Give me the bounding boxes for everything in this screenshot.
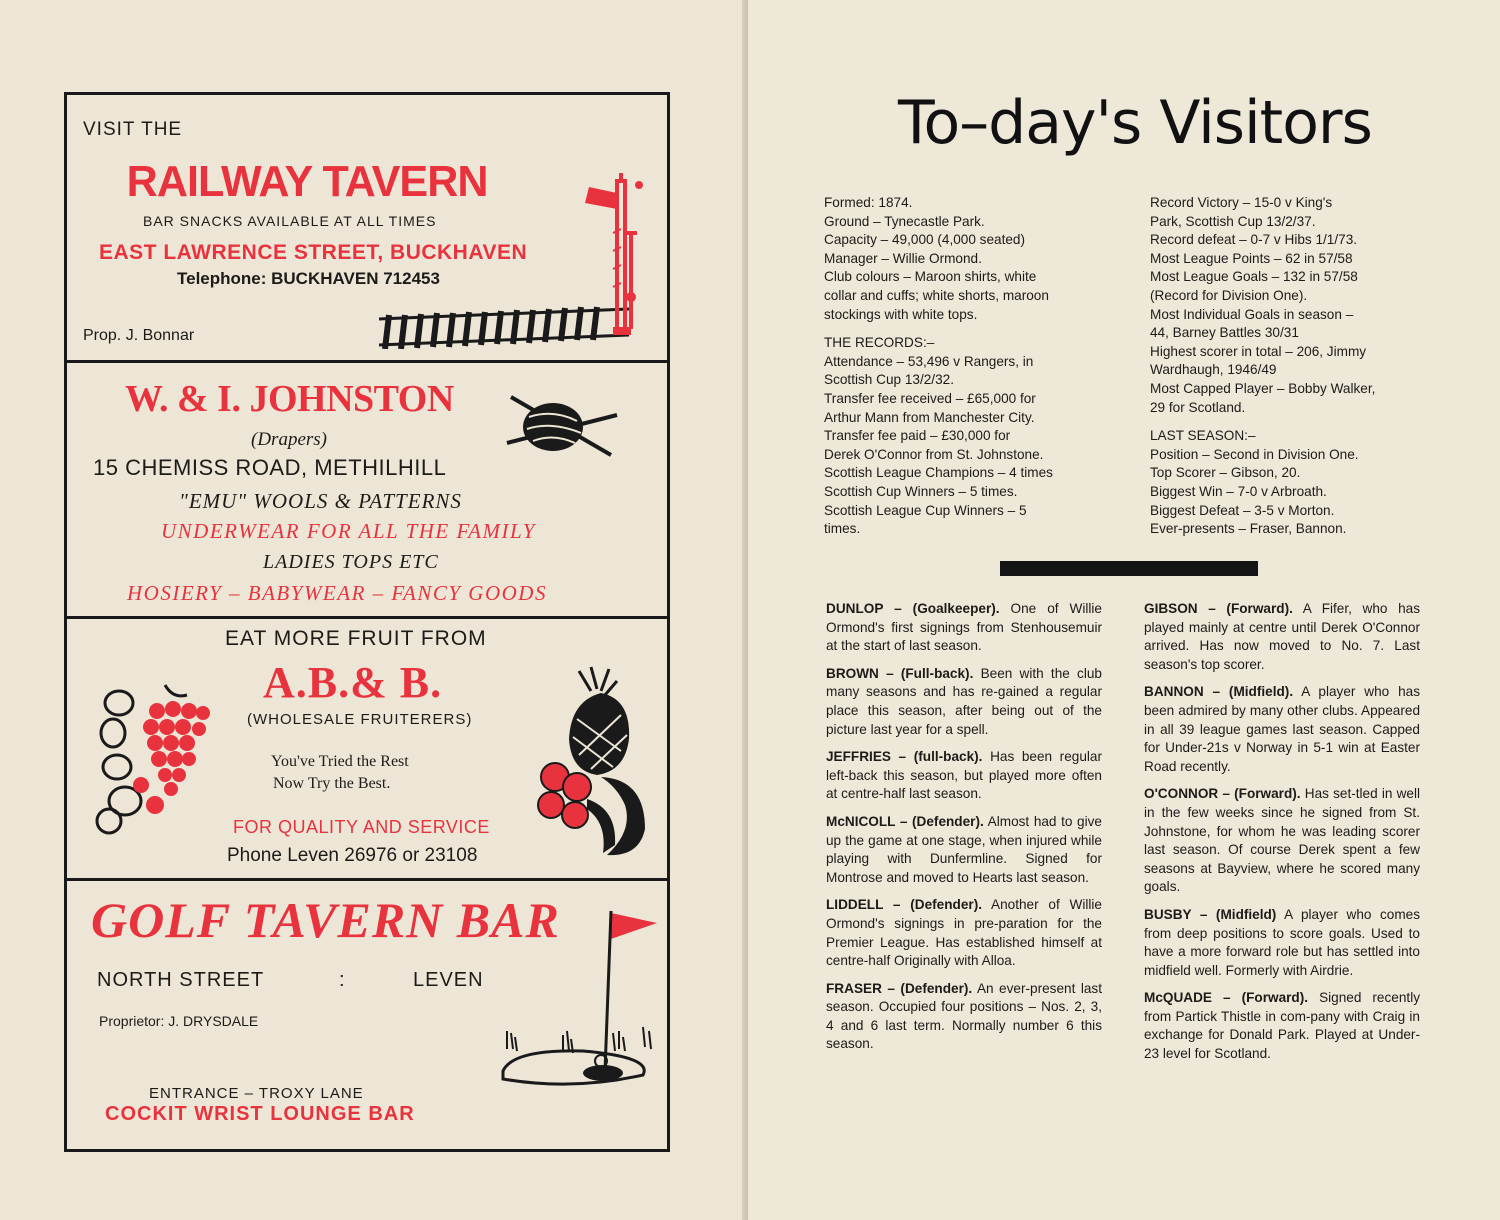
player-name: O'CONNOR – (Forward). — [1144, 786, 1301, 802]
railway-proprietor: Prop. J. Bonnar — [83, 327, 195, 344]
golf-tavern-advert — [67, 881, 667, 1149]
record-line: 44, Barney Battles 30/31 — [1150, 325, 1299, 341]
record-line: Biggest Win – 7-0 v Arbroath. — [1150, 483, 1327, 499]
ladies-tops-text: LADIES TOPS ETC — [263, 551, 439, 573]
right-page — [748, 0, 1500, 1220]
railway-telephone: Telephone: BUCKHAVEN 712453 — [177, 269, 440, 288]
record-line: Highest scorer in total – 206, Jimmy — [1150, 343, 1367, 359]
record-line: Wardhaugh, 1946/49 — [1150, 362, 1277, 378]
wholesale-fruiterers-text: (WHOLESALE FRUITERERS) — [247, 711, 473, 728]
record-line: Park, Scottish Cup 13/2/37. — [1150, 213, 1316, 229]
golf-proprietor: Proprietor: J. DRYSDALE — [99, 1013, 259, 1029]
fact-line: Attendance – 53,496 v Rangers, in — [824, 353, 1034, 369]
johnston-name: W. & I. JOHNSTON — [125, 378, 454, 420]
player-description: Almost had to give up the game at one stage, when injured while playing with Dunfermline. Signed for Montrose and moved to Hearts last season. — [826, 813, 1102, 885]
player-name: GIBSON – (Forward). — [1144, 601, 1293, 616]
player-description: Been with the club many seasons and has re-gained a regular place this season, after being out of the picture last year for a spell. — [826, 665, 1102, 737]
record-line: Top Scorer – Gibson, 20. — [1150, 465, 1301, 481]
player-description: A player who has been admired by many other clubs. Appeared in all 39 league games last season. Capped for Under-21s v Norway in 5-1 win at Easter Road recently. — [1144, 684, 1421, 774]
player-profiles-right — [1144, 600, 1420, 1064]
records-heading: THE RECORDS:– — [824, 335, 935, 351]
player-name: BUSBY – (Midfield) — [1144, 906, 1277, 922]
golf-flag-icon — [493, 901, 663, 1091]
player-profile — [1144, 683, 1420, 776]
drapers-text: (Drapers) — [251, 429, 327, 450]
record-line: (Record for Division One). — [1150, 287, 1308, 303]
abb-fruiterers-advert — [67, 619, 667, 881]
player-profile — [826, 600, 1102, 656]
pineapple-banana-icon — [521, 659, 651, 859]
visit-the-text: VISIT THE — [83, 119, 183, 140]
player-profile — [826, 813, 1102, 887]
tried-the-rest-text: You've Tried the Rest — [271, 753, 409, 770]
player-name: BROWN – (Full-back). — [826, 665, 974, 681]
player-description: A player who comes from deep positions to score goals. Used to have a more forward role but has settled into midfield well. Formerly with Airdrie. — [1144, 906, 1420, 978]
record-line: Record Victory – 15-0 v King's — [1150, 195, 1333, 210]
section-divider — [1000, 561, 1258, 576]
lounge-bar-text: COCKIT WRIST LOUNGE BAR — [105, 1103, 415, 1125]
fact-line: collar and cuffs; white shorts, maroon — [824, 287, 1049, 303]
fact-line: stockings with white tops. — [824, 306, 978, 322]
left-page — [0, 0, 748, 1220]
underwear-text: UNDERWEAR FOR ALL THE FAMILY — [161, 519, 536, 543]
club-facts-column — [824, 194, 1102, 539]
player-profile — [826, 748, 1102, 804]
railway-address: EAST LAWRENCE STREET, BUCKHAVEN — [99, 241, 528, 264]
grapes-fruit-icon — [95, 681, 225, 841]
record-line: Most League Goals – 132 in 57/58 — [1150, 269, 1358, 285]
fact-line: Scottish Cup Winners – 5 times. — [824, 483, 1018, 499]
fact-line: Scottish Cup 13/2/32. — [824, 372, 954, 388]
player-profile — [826, 665, 1102, 739]
player-name: McQUADE – (Forward). — [1144, 990, 1309, 1006]
emu-wools-text: "EMU" WOOLS & PATTERNS — [179, 489, 462, 513]
fact-line: Formed: 1874. — [824, 195, 913, 210]
player-name: FRASER – (Defender). — [826, 980, 973, 996]
fact-line: Manager – Willie Ormond. — [824, 250, 982, 266]
player-profile — [1144, 785, 1420, 897]
fact-line: Derek O'Connor from St. Johnstone. — [824, 446, 1044, 462]
player-description: Signed recently from Partick Thistle in com-pany with Craig in exchange for Donald Park. Played at Under-23 level for Scotland. — [1144, 990, 1421, 1062]
railway-signal-icon — [367, 169, 647, 349]
player-description: An ever-present last season. Occupied four positions – Nos. 2, 3, 4 and 6 last term. Normally number 6 this season. — [826, 980, 1103, 1052]
player-name: LIDDELL – (Defender). — [826, 897, 982, 913]
player-name: DUNLOP – (Goalkeeper). — [826, 601, 1000, 616]
quality-service-text: FOR QUALITY AND SERVICE — [233, 817, 490, 837]
record-line: Most Capped Player – Bobby Walker, — [1150, 380, 1376, 396]
railway-tavern-name: RAILWAY TAVERN — [126, 157, 488, 206]
player-description: A Fifer, who has played mainly at centre until Derek O'Connor arrived. Has now moved to No. 7. Last season's top scorer. — [1144, 601, 1421, 672]
north-street-text: NORTH STREET — [97, 969, 265, 991]
record-line: Record defeat – 0-7 v Hibs 1/1/73. — [1150, 232, 1358, 248]
fact-line: Club colours – Maroon shirts, white — [824, 269, 1037, 285]
fact-line: Scottish League Champions – 4 times — [824, 465, 1053, 481]
johnston-drapers-advert — [67, 363, 667, 619]
eat-more-fruit-text: EAT MORE FRUIT FROM — [225, 627, 487, 650]
player-name: McNICOLL – (Defender). — [826, 813, 984, 829]
last-season-heading: LAST SEASON:– — [1150, 428, 1256, 444]
player-profiles-left — [826, 600, 1102, 1054]
page-title: To–day's Visitors — [898, 88, 1372, 158]
fact-line: Capacity – 49,000 (4,000 seated) — [824, 232, 1026, 248]
bar-snacks-text: BAR SNACKS AVAILABLE AT ALL TIMES — [143, 213, 437, 229]
address-colon: : — [339, 969, 345, 991]
golf-tavern-name: GOLF TAVERN BAR — [91, 892, 560, 948]
fact-line: Transfer fee received – £65,000 for — [824, 390, 1036, 406]
record-line: Ever-presents – Fraser, Bannon. — [1150, 521, 1347, 537]
player-description: Has been regular left-back this season, but played more often at centre-half last season. — [826, 749, 1102, 802]
player-profile — [1144, 906, 1420, 980]
player-name: JEFFRIES – (full-back). — [826, 749, 983, 765]
record-line: Biggest Defeat – 3-5 v Morton. — [1150, 502, 1335, 518]
player-name: BANNON – (Midfield). — [1144, 684, 1294, 700]
player-description: Another of Willie Ormond's signings in pre-paration for the Premier League. Has established himself at centre-half Originally with Alloa. — [826, 897, 1102, 969]
abb-name: A.B.& B. — [263, 658, 443, 707]
advert-frame — [64, 92, 670, 1152]
abb-phone: Phone Leven 26976 or 23108 — [227, 845, 478, 866]
records-column — [1150, 194, 1426, 539]
record-line: Most Individual Goals in season – — [1150, 306, 1354, 322]
fact-line: Ground – Tynecastle Park. — [824, 213, 985, 229]
hosiery-text: HOSIERY – BABYWEAR – FANCY GOODS — [127, 581, 547, 605]
johnston-address: 15 CHEMISS ROAD, METHILHILL — [93, 455, 447, 480]
player-profile — [826, 896, 1102, 970]
wool-ball-icon — [501, 387, 621, 467]
player-description: One of Willie Ormond's first signings from Stenhousemuir at the start of last season. — [826, 601, 1102, 654]
player-profile — [826, 980, 1102, 1054]
fact-line: times. — [824, 521, 861, 537]
fact-line: Arthur Mann from Manchester City. — [824, 409, 1035, 425]
player-profile — [1144, 989, 1420, 1063]
record-line: Position – Second in Division One. — [1150, 446, 1359, 462]
record-line: Most League Points – 62 in 57/58 — [1150, 250, 1353, 266]
fact-line: Transfer fee paid – £30,000 for — [824, 428, 1011, 444]
entrance-text: ENTRANCE – TROXY LANE — [149, 1085, 364, 1102]
leven-text: LEVEN — [413, 969, 484, 991]
fact-line: Scottish League Cup Winners – 5 — [824, 502, 1027, 518]
player-description: Has set-tled in well in the few weeks since he signed from St. Johnstone, for whom he was leading scorer last season. Of course Derek spent a few seasons at Bayview, where he scored many goals. — [1144, 786, 1420, 895]
try-the-best-text: Now Try the Best. — [273, 775, 391, 792]
railway-tavern-advert — [67, 95, 667, 363]
record-line: 29 for Scotland. — [1150, 399, 1246, 415]
player-profile — [1144, 600, 1420, 674]
